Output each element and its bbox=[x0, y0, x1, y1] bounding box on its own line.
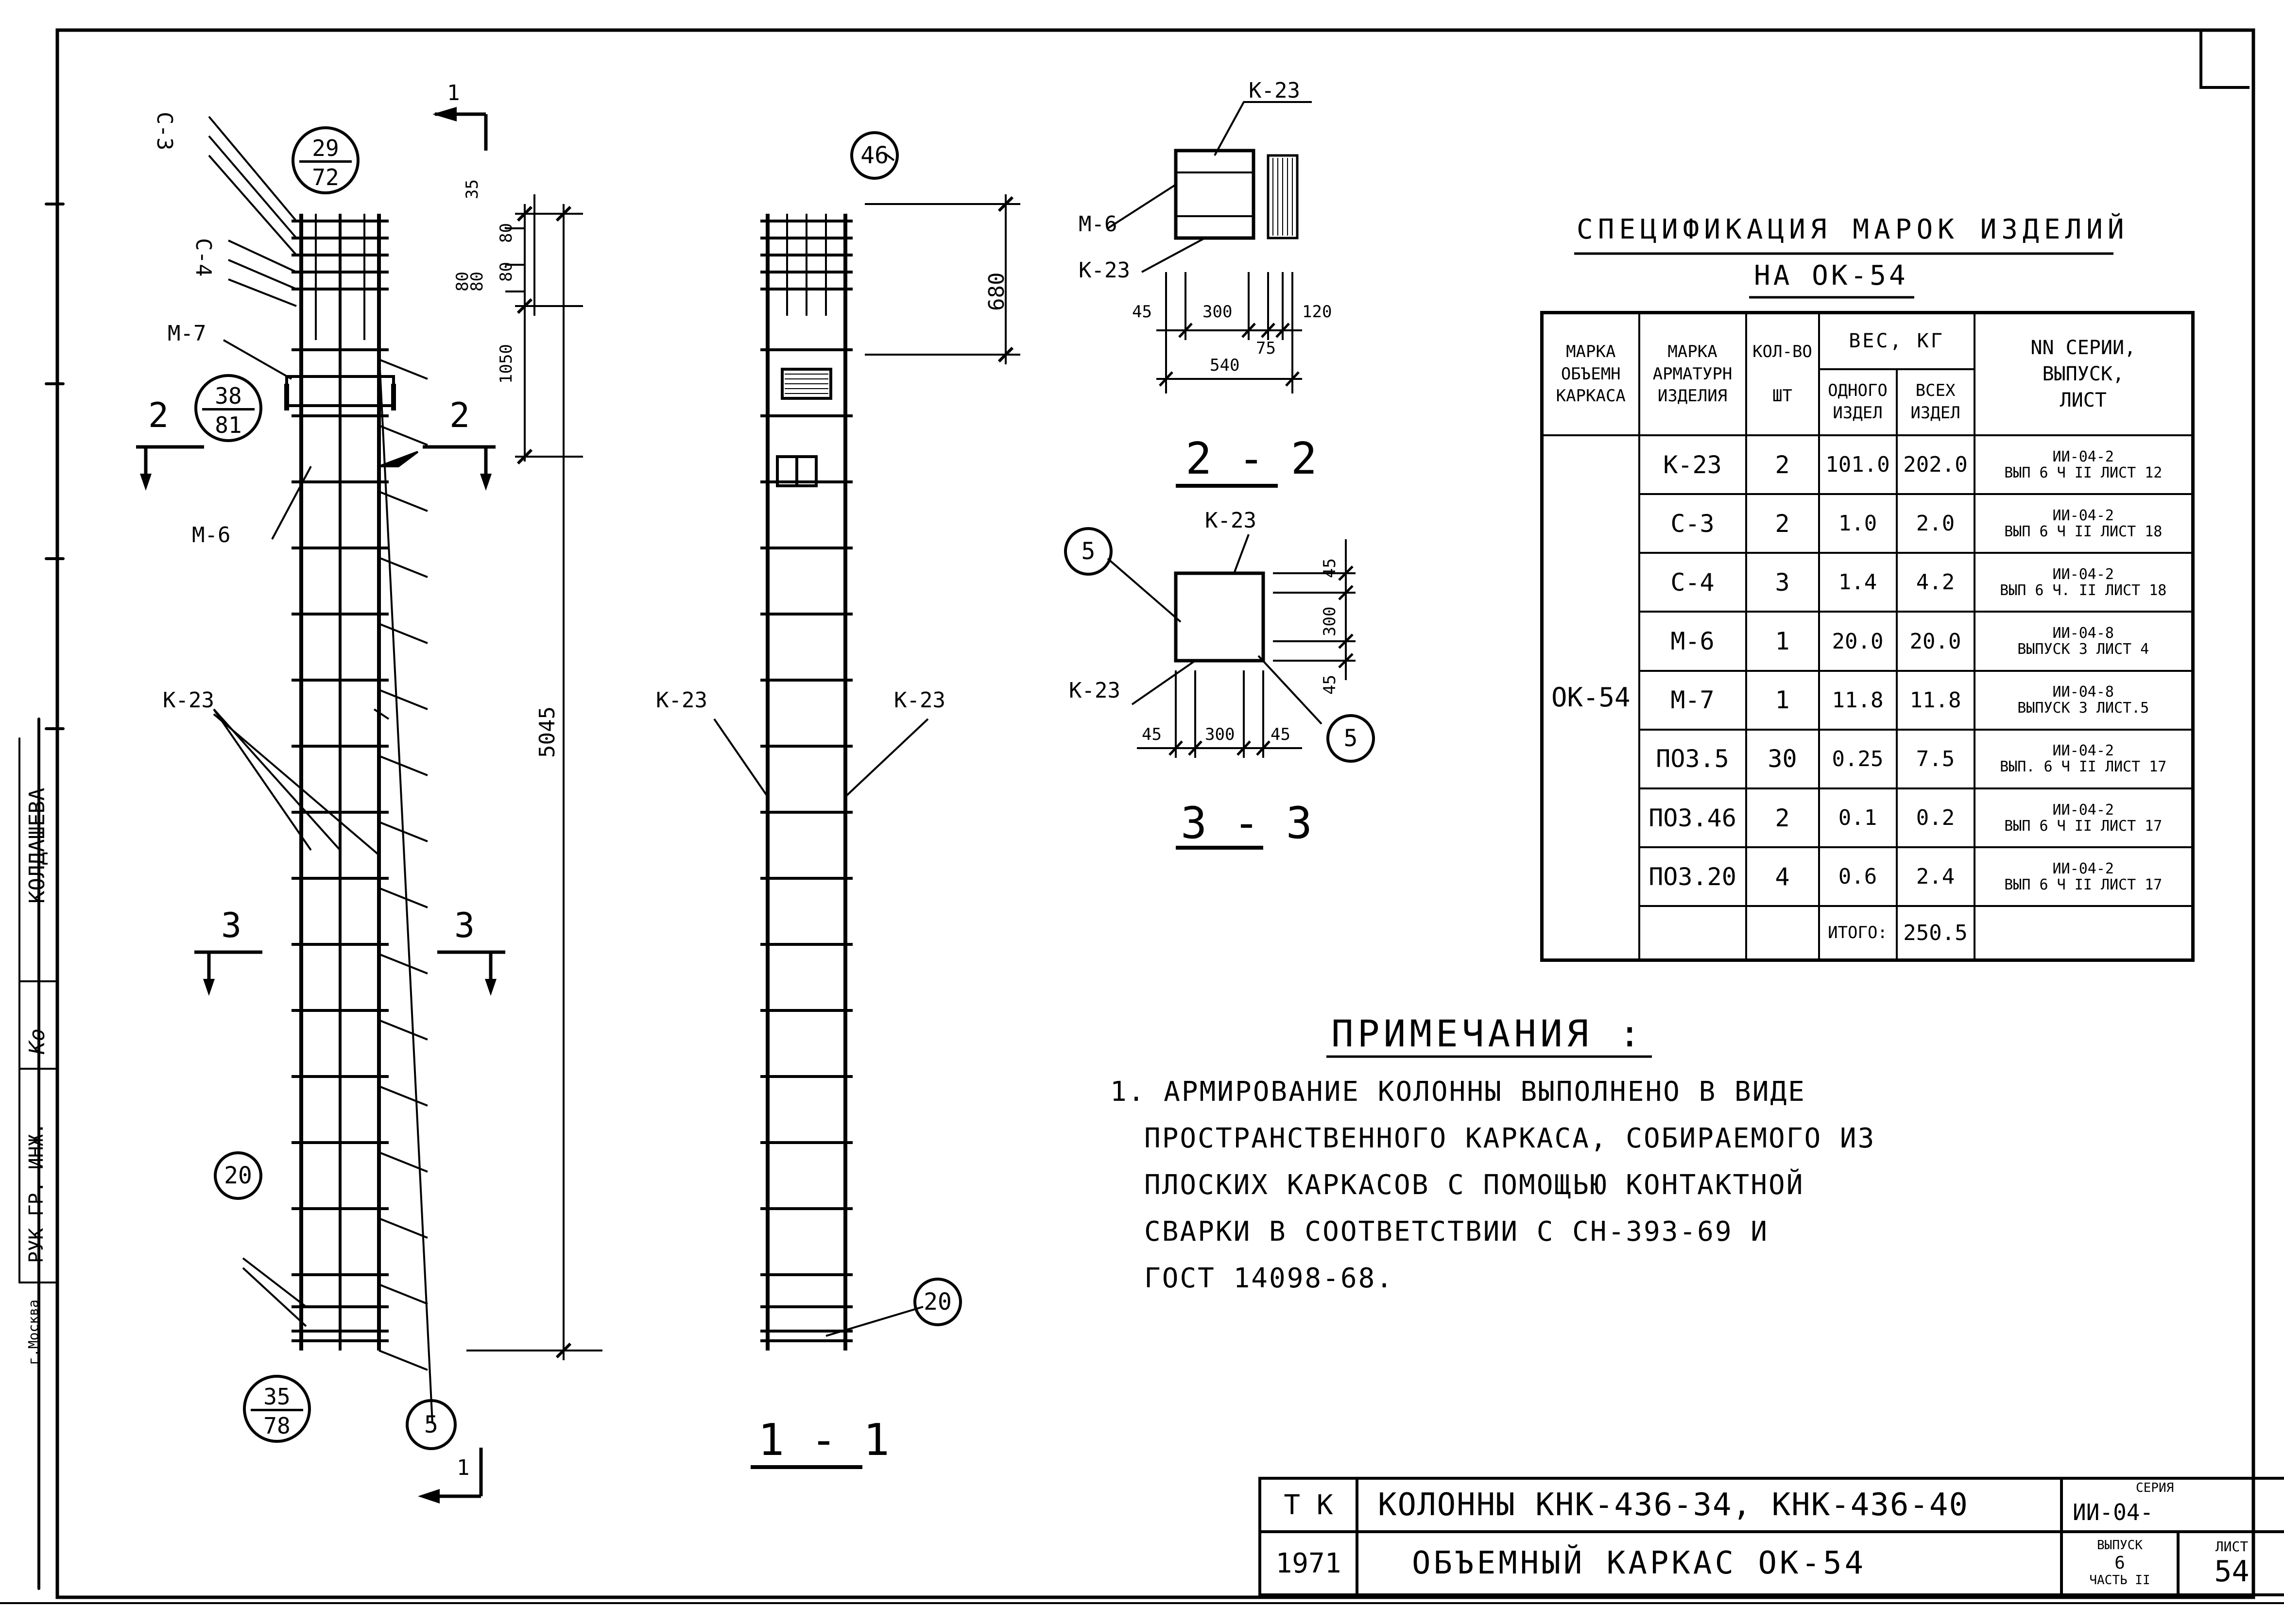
spec-cell-mark: С-3 bbox=[1639, 494, 1746, 553]
spec-header-item-mark: МАРКА АРМАТУРН ИЗДЕЛИЯ bbox=[1639, 313, 1746, 435]
spec-cell-ref: ИИ-04-2 ВЫП 6 Ч II ЛИСТ 12 bbox=[1975, 435, 2193, 494]
dim-3-3-45-b: 45 bbox=[1271, 725, 1290, 744]
label-k23-right: К-23 bbox=[894, 688, 945, 713]
pos5-leader bbox=[379, 1350, 428, 1370]
dim-3-3-h45-a: 45 bbox=[1320, 558, 1339, 578]
spec-cell-mark: К-23 bbox=[1639, 435, 1746, 494]
spec-header-frame-mark: МАРКА ОБЪЕМН КАРКАСА bbox=[1542, 313, 1639, 435]
spec-cell-all: 7.5 bbox=[1897, 730, 1975, 788]
pos5-leader bbox=[379, 1020, 428, 1040]
title-block-issue-label: ВЫПУСК bbox=[2097, 1538, 2143, 1553]
spec-cell-mark: ПОЗ.5 bbox=[1639, 730, 1746, 788]
spec-cell-ref: ИИ-04-2 ВЫП 6 Ч II ЛИСТ 18 bbox=[1975, 494, 2193, 553]
label-2-2-k23-top: К-23 bbox=[1249, 78, 1300, 103]
spec-cell-ref: ИИ-04-2 ВЫП 6 Ч II ЛИСТ 17 bbox=[1975, 788, 2193, 847]
dim-680: 680 bbox=[984, 272, 1009, 311]
notes-line: СВАРКИ В СООТВЕТСТВИИ С СН-393-69 И bbox=[1144, 1216, 1769, 1248]
spec-cell-one: 20.0 bbox=[1819, 612, 1897, 670]
spec-cell-mark: М-7 bbox=[1639, 671, 1746, 730]
bubble-20-left: 20 bbox=[214, 1151, 262, 1200]
spec-title: СПЕЦИФИКАЦИЯ МАРОК ИЗДЕЛИЙ bbox=[1577, 214, 2129, 245]
spec-cell-one: 0.1 bbox=[1819, 788, 1897, 847]
bubble-5-section-3-left: 5 bbox=[1064, 527, 1113, 576]
label-k23-left: К-23 bbox=[656, 688, 707, 713]
spec-header-series: NN СЕРИИ, ВЫПУСК, ЛИСТ bbox=[1975, 313, 2193, 435]
spec-row bbox=[1542, 671, 2193, 730]
bubble-5-section-3-right: 5 bbox=[1326, 714, 1375, 763]
dim-1050: 1050 bbox=[497, 344, 516, 384]
dim-80-c: 80 bbox=[497, 223, 516, 243]
spec-cell-mark: М-6 bbox=[1639, 612, 1746, 670]
notes-title: ПРИМЕЧАНИЯ : bbox=[1331, 1012, 1645, 1055]
section-2-2-title: 2 - 2 bbox=[1185, 433, 1317, 484]
notes-line: ГОСТ 14098-68. bbox=[1144, 1263, 1394, 1294]
label-3-3-k23-bottom: К-23 bbox=[1069, 678, 1120, 703]
spec-total-row bbox=[1542, 906, 2193, 960]
title-block-series bbox=[2061, 1478, 2284, 1532]
dim-3-3-300: 300 bbox=[1205, 725, 1235, 744]
label-2-2-k23-bottom: К-23 bbox=[1079, 258, 1130, 283]
section-1-marker-top: 1 bbox=[447, 81, 460, 105]
label-c4: С-4 bbox=[191, 238, 216, 277]
spec-row bbox=[1542, 788, 2193, 847]
dim-3-3-45-a: 45 bbox=[1142, 725, 1162, 744]
bubble-38-81: 38 81 bbox=[194, 374, 262, 442]
spec-cell-one: 1.4 bbox=[1819, 553, 1897, 612]
section-2-marker-left: 2 bbox=[148, 395, 169, 435]
label-c3: С-3 bbox=[152, 112, 177, 151]
dim-80-a: 80 bbox=[453, 272, 472, 291]
spec-cell-all: 2.4 bbox=[1897, 847, 1975, 906]
label-2-2-m6: М-6 bbox=[1079, 212, 1117, 237]
spec-total-label: ИТОГО: bbox=[1819, 906, 1897, 960]
pos5-leader bbox=[379, 1086, 428, 1106]
spec-row bbox=[1542, 553, 2193, 612]
spec-cell-all: 20.0 bbox=[1897, 612, 1975, 670]
spec-cell-ref: ИИ-04-8 ВЫПУСК 3 ЛИСТ.5 bbox=[1975, 671, 2193, 730]
spec-cell-all: 2.0 bbox=[1897, 494, 1975, 553]
spec-cell-all: 202.0 bbox=[1897, 435, 1975, 494]
section-3-marker-right: 3 bbox=[454, 906, 475, 945]
spec-row bbox=[1542, 730, 2193, 788]
notes-body bbox=[1110, 1069, 1888, 1302]
spec-total-value: 250.5 bbox=[1897, 906, 1975, 960]
dim-5045: 5045 bbox=[535, 706, 560, 758]
spec-cell-qty: 30 bbox=[1746, 730, 1819, 788]
section-3-3-title: 3 - 3 bbox=[1181, 798, 1312, 849]
bubble-29-72: 29 72 bbox=[292, 126, 360, 194]
title-block-part-label: ЧАСТЬ II bbox=[2089, 1573, 2150, 1588]
spec-cell-ref: ИИ-04-2 ВЫП. 6 Ч II ЛИСТ 17 bbox=[1975, 730, 2193, 788]
title-block-title-line1: КОЛОННЫ КНК-436-34, КНК-436-40 bbox=[1357, 1478, 2061, 1532]
label-3-3-k23-top: К-23 bbox=[1205, 508, 1256, 533]
notes-line: ПРОСТРАНСТВЕННОГО КАРКАСА, СОБИРАЕМОГО ИЗ bbox=[1144, 1123, 1876, 1154]
bubble-35-78: 35 78 bbox=[243, 1375, 311, 1443]
spec-cell-one: 0.6 bbox=[1819, 847, 1897, 906]
notes-line: 1. АРМИРОВАНИЕ КОЛОННЫ ВЫПОЛНЕНО В ВИДЕ bbox=[1110, 1076, 1806, 1108]
pos5-leader bbox=[379, 426, 428, 445]
spec-row bbox=[1542, 435, 2193, 494]
label-k23: К-23 bbox=[163, 688, 214, 713]
title-block bbox=[1258, 1477, 2284, 1596]
dim-2-2-300: 300 bbox=[1202, 302, 1233, 322]
bubble-20-right: 20 bbox=[913, 1278, 962, 1326]
spec-cell-ref: ИИ-04-2 ВЫП 6 Ч. II ЛИСТ 18 bbox=[1975, 553, 2193, 612]
spec-cell-all: 0.2 bbox=[1897, 788, 1975, 847]
dim-2-2-45: 45 bbox=[1132, 302, 1152, 322]
title-block-org: Т К bbox=[1260, 1478, 1357, 1532]
spec-frame-mark: ОК-54 bbox=[1542, 435, 1639, 960]
label-m7: М-7 bbox=[168, 321, 206, 346]
spec-header-qty: КОЛ-ВО ШТ bbox=[1746, 313, 1819, 435]
spec-cell-all: 4.2 bbox=[1897, 553, 1975, 612]
spec-cell-qty: 1 bbox=[1746, 671, 1819, 730]
pos5-leader bbox=[379, 1284, 428, 1304]
spec-cell-one: 101.0 bbox=[1819, 435, 1897, 494]
spec-cell-ref: ИИ-04-8 ВЫПУСК 3 ЛИСТ 4 bbox=[1975, 612, 2193, 670]
section-1-marker-bottom: 1 bbox=[457, 1455, 470, 1480]
spec-cell-qty: 1 bbox=[1746, 612, 1819, 670]
pos5-leader bbox=[379, 558, 428, 577]
dim-2-2-75: 75 bbox=[1256, 339, 1276, 358]
spec-row bbox=[1542, 494, 2193, 553]
spec-cell-qty: 3 bbox=[1746, 553, 1819, 612]
spec-cell-qty: 2 bbox=[1746, 788, 1819, 847]
pos5-leader bbox=[379, 1218, 428, 1238]
spec-cell-one: 11.8 bbox=[1819, 671, 1897, 730]
section-2-2-view bbox=[1108, 102, 1312, 486]
pos5-leader bbox=[379, 954, 428, 974]
title-block-sheet-value: 54 bbox=[2214, 1554, 2250, 1589]
dim-3-3-h300: 300 bbox=[1320, 606, 1339, 636]
spec-cell-qty: 2 bbox=[1746, 435, 1819, 494]
section-1-1-view bbox=[714, 153, 1020, 1467]
title-block-issue bbox=[2061, 1532, 2178, 1595]
side-stamp-signature: Ко bbox=[25, 1028, 50, 1054]
title-block-title-line2: ОБЪЕМНЫЙ КАРКАС ОК-54 bbox=[1357, 1532, 2061, 1595]
section-2-marker-right: 2 bbox=[449, 395, 470, 435]
dim-3-3-h45-b: 45 bbox=[1320, 675, 1339, 695]
spec-cell-one: 0.25 bbox=[1819, 730, 1897, 788]
pos5-leader bbox=[379, 888, 428, 907]
notes-line: ПЛОСКИХ КАРКАСОВ С ПОМОЩЬЮ КОНТАКТНОЙ bbox=[1144, 1169, 1804, 1201]
spec-cell-ref: ИИ-04-2 ВЫП 6 Ч II ЛИСТ 17 bbox=[1975, 847, 2193, 906]
side-stamp-city: г.Москва bbox=[25, 1299, 41, 1365]
spec-row bbox=[1542, 612, 2193, 670]
title-block-issue-value: 6 bbox=[2114, 1553, 2125, 1573]
spec-header-weight-one: ОДНОГО ИЗДЕЛ bbox=[1819, 369, 1897, 435]
section-1-1-title: 1 - 1 bbox=[758, 1415, 890, 1466]
bubble-46: 46 bbox=[850, 131, 899, 180]
pos5-leader bbox=[379, 690, 428, 709]
spec-row bbox=[1542, 847, 2193, 906]
side-stamp-name: КОЛДАШЕВА bbox=[25, 787, 50, 904]
title-block-series-value: ИИ-04- bbox=[2073, 1499, 2154, 1525]
spec-cell-all: 11.8 bbox=[1897, 671, 1975, 730]
dim-80-d: 80 bbox=[497, 262, 516, 282]
dim-80-b: 80 bbox=[467, 272, 487, 291]
spec-table bbox=[1540, 311, 2195, 962]
title-block-year: 1971 bbox=[1260, 1532, 1357, 1595]
title-block-sheet bbox=[2178, 1532, 2284, 1595]
spec-cell-qty: 4 bbox=[1746, 847, 1819, 906]
spec-cell-qty: 2 bbox=[1746, 494, 1819, 553]
title-block-series-label: СЕРИЯ bbox=[2136, 1481, 2174, 1495]
title-block-sheet-label: ЛИСТ bbox=[2215, 1538, 2249, 1555]
spec-header-weight-all: ВСЕХ ИЗДЕЛ bbox=[1897, 369, 1975, 435]
section-3-marker-left: 3 bbox=[221, 906, 242, 945]
spec-header-weight: ВЕС, КГ bbox=[1819, 313, 1975, 369]
dim-2-2-540: 540 bbox=[1210, 356, 1240, 375]
side-stamp-role: РУК ГР. ИНЖ. bbox=[25, 1123, 48, 1263]
bubble-5-left: 5 bbox=[406, 1399, 457, 1450]
pos5-leader bbox=[379, 624, 428, 643]
dim-2-2-120: 120 bbox=[1302, 302, 1332, 322]
pos5-leader bbox=[379, 756, 428, 775]
spec-cell-mark: ПОЗ.46 bbox=[1639, 788, 1746, 847]
left-column-elevation bbox=[136, 107, 602, 1504]
dim-35: 35 bbox=[463, 179, 482, 199]
spec-cell-mark: С-4 bbox=[1639, 553, 1746, 612]
spec-cell-one: 1.0 bbox=[1819, 494, 1897, 553]
spec-subtitle: НА ОК-54 bbox=[1754, 260, 1908, 291]
corner-mark bbox=[2201, 30, 2250, 87]
spec-cell-mark: ПОЗ.20 bbox=[1639, 847, 1746, 906]
label-m6: М-6 bbox=[192, 523, 231, 547]
